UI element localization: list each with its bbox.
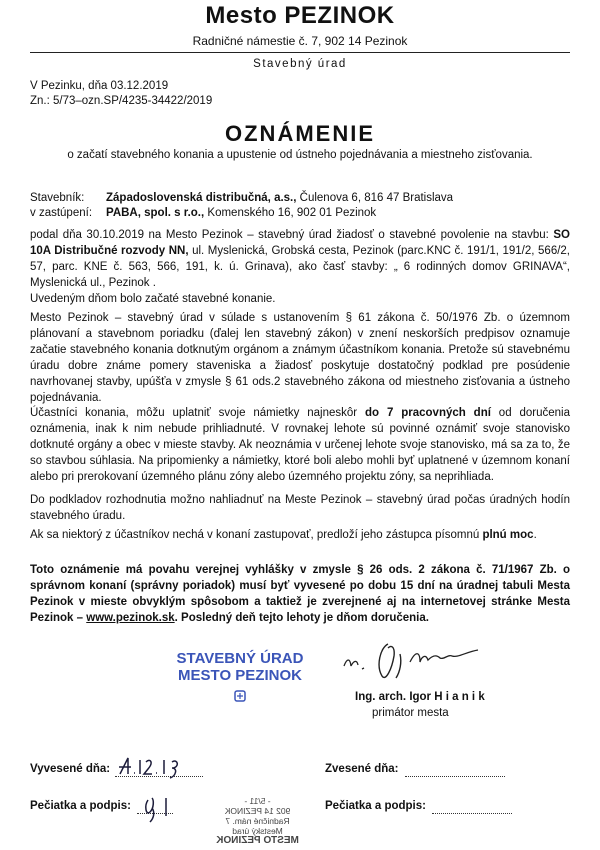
mirror-line-1: MESTO PEZINOK — [216, 835, 299, 846]
notice-subheading: o začatí stavebného konania a upustenie od ústneho pojednávania a miestneho zisťovania. — [67, 149, 533, 161]
construction-name: SO 10A Distribučné rozvody NN, — [30, 229, 570, 257]
objections-deadline: do 7 pracovných dní — [365, 407, 491, 419]
town-address: Radničné námestie č. 7, 902 14 Pezinok — [192, 34, 408, 48]
representative-name: PABA, spol. s r.o., — [106, 207, 205, 219]
stamp-signature-label-1: Pečiatka a podpis: — [30, 800, 131, 812]
builder-name: Západoslovenská distribučná, a.s., — [106, 192, 297, 204]
representative-line — [30, 207, 376, 219]
signatory-name: Ing. arch. Igor H i a n i k — [355, 691, 485, 703]
construction-location: ul. Myslenická, Grobská cesta, Pezinok (parc.KNC č. 191/1, 191/2, 566/2, 57, parc. KNE č. 563, 566, 191, k. ú. Grinava), ako časť stavby: „ 6 rodinných domov GRINAVA“, Myslenická ul., Pezinok . — [30, 245, 570, 289]
office-name: Stavebný úrad — [253, 58, 347, 70]
mirrored-stamp-imprint — [175, 796, 340, 846]
town-title: Mesto PEZINOK — [205, 2, 395, 29]
place-date: V Pezinku, dňa 03.12.2019 — [30, 80, 169, 92]
representation-end: . — [533, 529, 537, 541]
public-notice-paragraph — [30, 562, 570, 626]
builder-label: Stavebník: — [30, 192, 85, 204]
signatory-role: primátor mesta — [372, 707, 449, 719]
header-divider — [30, 52, 570, 53]
notice-heading: OZNÁMENIE — [225, 121, 375, 146]
office-stamp — [160, 650, 320, 684]
public-notice-text: Toto oznámenie má povahu verejnej vyhlášky v zmysle § 26 ods. 2 zákona č. 71/1967 Zb. o správnom konaní (správny poriadok) musí byť vyvesené po dobu 15 dní na úradnej tabuli Mesta Pezinok v mieste obvyklým spôsobom a taktiež je zverejnené aj na internetovej stránke Mesta Pezinok – — [30, 564, 570, 624]
application-text: podal dňa 30.10.2019 na Mesto Pezinok – stavebný úrad žiadosť o stavebné povolenie na stavbu: — [30, 229, 549, 241]
stamp-signature-label-2: Pečiatka a podpis: — [325, 800, 426, 812]
coat-of-arms-icon — [232, 690, 248, 702]
stamp-line-2: MESTO PEZINOK — [178, 667, 302, 684]
objections-text-b: od doručenia oznámenia, inak k nim nebude prihliadnuté. V rovnakej lehote sú povinné oznámiť svoje stanovisko dotknuté orgány a obec v mieste stavby. Ak neoznámia v určenej lehote svoje stanovisko, má sa za to, že so stavbou súhlasia. Na pripomienky a námietky, ktoré boli alebo mohli byť uplatnené v územnom konaní alebo pri prerokovaní územného plánu zóny alebo územného projektu zóny, sa neprihliada. — [30, 407, 570, 483]
objections-text-a: Účastníci konania, môžu uplatniť svoje námietky najneskôr — [30, 407, 366, 419]
removed-date-line — [405, 776, 505, 777]
stamp-line-1: STAVEBNÝ ÚRAD — [176, 650, 304, 667]
public-notice-end: . Posledný deň tejto lehoty je dňom doručenia. — [174, 612, 429, 624]
posted-label: Vyvesené dňa: — [30, 763, 111, 775]
objections-paragraph — [30, 405, 570, 485]
started-paragraph: Uvedeným dňom bolo začaté stavebné konanie. — [30, 293, 276, 305]
builder-line — [30, 192, 453, 204]
procedure-paragraph: Mesto Pezinok – stavebný úrad v súlade s ustanovením § 61 zákona č. 50/1976 Zb. o územnom plánovaní a stavebnom poriadku (ďalej len stavebný zákon) v znení neskorších predpisov oznamuje začatie stavebného konania dotknutým orgánom a známym účastníkom konania. Pretože sú stavebnému úradu dobre známe pomery staveniska a žiadosť poskytuje dostatočný podklad pre posúdenie navrhovanej stavby, upúšťa v zmysle § 61 ods.2 stavebného zákona od miestneho zisťovania a ústneho pojednávania. — [30, 312, 570, 404]
application-paragraph — [30, 227, 570, 291]
mirror-line-2: Mestský úrad — [232, 826, 283, 836]
posted-date-handwriting — [116, 754, 186, 780]
representative-address: Komenského 16, 902 01 Pezinok — [204, 207, 377, 219]
representation-text: Ak sa niektorý z účastníkov nechá v konaní zastupovať, predloží jeho zástupca písomnú — [30, 529, 483, 541]
builder-address: Čulenova 6, 816 47 Bratislava — [296, 192, 454, 204]
removed-label: Zvesené dňa: — [325, 763, 399, 775]
power-of-attorney: plnú moc — [482, 529, 534, 541]
website-link[interactable]: www.pezinok.sk — [86, 612, 175, 624]
handwritten-signature — [330, 636, 530, 686]
mirror-line-5: - 5/11 - — [244, 796, 271, 806]
representation-paragraph — [30, 527, 570, 543]
posting-signature — [140, 792, 180, 826]
mirror-line-3: Radničné nám. 7 — [225, 816, 290, 826]
representative-label: v zastúpení: — [30, 207, 93, 219]
stamp-signature-line-2 — [432, 813, 512, 814]
mirror-line-4: 902 14 PEZINOK — [224, 806, 291, 816]
documents-paragraph: Do podkladov rozhodnutia možno nahliadnuť na Meste Pezinok – stavebný úrad počas úradných hodín stavebného úradu. — [30, 494, 570, 522]
reference-number: Zn.: 5/73–ozn.SP/4235-34422/2019 — [30, 95, 213, 107]
